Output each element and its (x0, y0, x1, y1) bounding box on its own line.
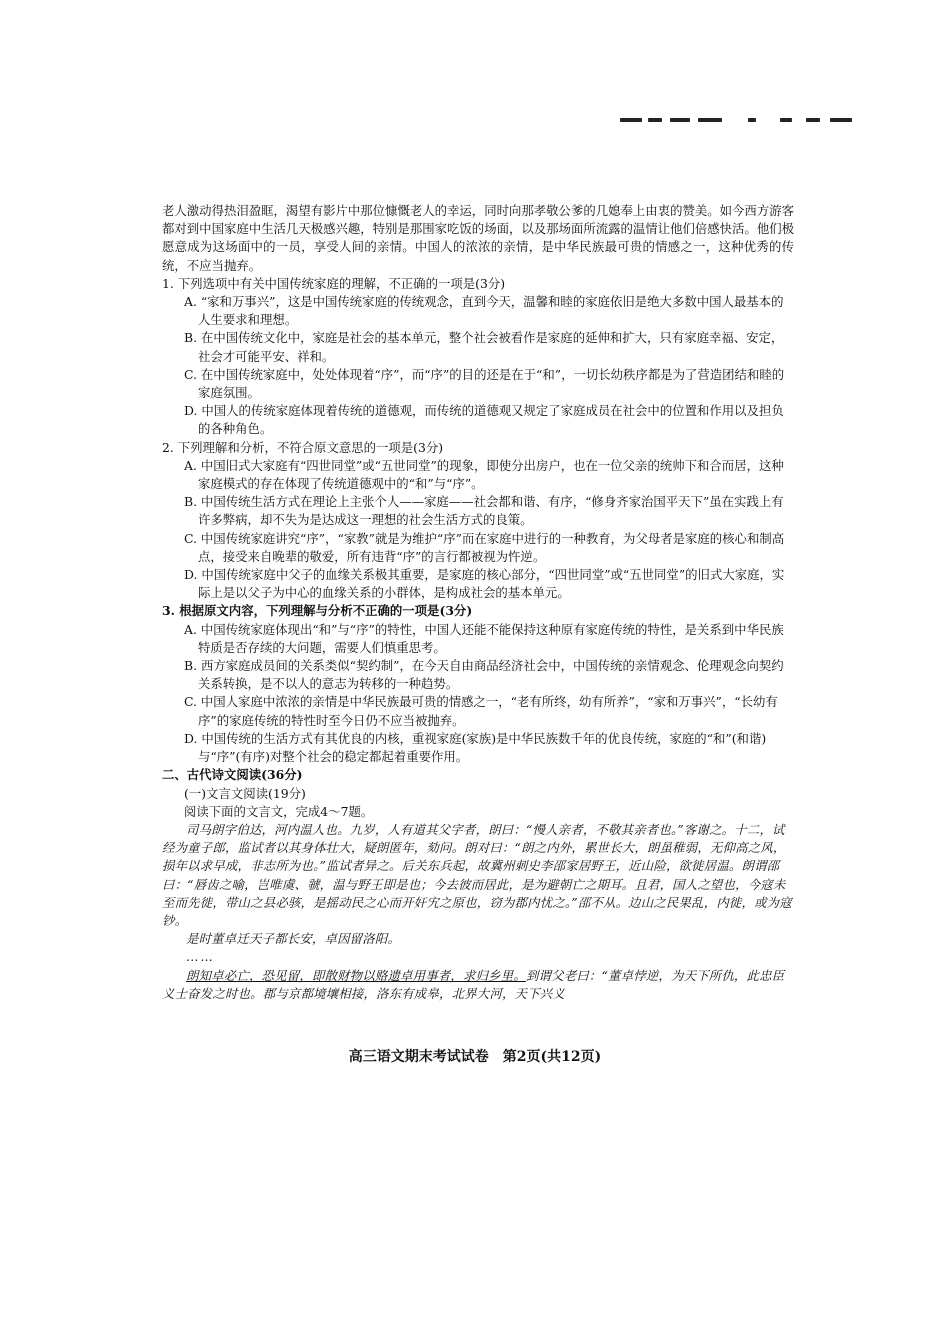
scan-marks (620, 118, 860, 124)
page-footer: 高三语文期末考试试卷 第2页(共12页) (348, 1049, 602, 1065)
question-1-option-b: B. 在中国传统文化中，家庭是社会的基本单元，整个社会被看作是家庭的延伸和扩大，只有家庭幸福、安定，社会才可能平安、祥和。 (184, 330, 784, 364)
question-1-stem: 1. 下列选项中有关中国传统家庭的理解，不正确的一项是(3分) (162, 275, 506, 291)
question-3-option-a: A. 中国传统家庭体现出“和”与“序”的特性，中国人还能不能保持这种原有家庭传统的特性，是关系到中华民族特质是否存续的大问题，需要人们慎重思考。 (184, 621, 784, 655)
classical-text-paragraph-1: 司马朗字伯达，河内温人也。九岁，人有道其父字者，朗曰：“慢人亲者，不敬其亲者也。”客谢之。十二，试经为童子郎，监试者以其身体壮大，疑朗匿年，劾问。朗对曰：“朗之内外，累世长大，朗虽稚弱，无仰高之风，损年以求早成，非志所为也。”监试者异之。后关东兵起，故冀州刺史李邵家居野王，近山险，欲徙居温。朗谓邵曰：“唇齿之喻，岂唯虞、虢，温与野王即是也；今去彼而居此，是为避朝亡之期耳。且君，国人之望也，今寇未至而先徙，带山之县必骇，是摇动民之心而开奸宄之原也，窃为郡内忧之。”邵不从。边山之民果乱，内徙，或为寇钞。 (162, 821, 792, 928)
question-1-option-d: D. 中国人的传统家庭体现着传统的道德观，而传统的道德观又规定了家庭成员在社会中的位置和作用以及担负的各种角色。 (184, 403, 784, 437)
underlined-sentence: 朗知卓必亡，恐见留，即散财物以赂遗卓用事者，求归乡里。 (186, 967, 526, 983)
question-2-option-b: B. 中国传统生活方式在理论上主张个人——家庭——社会都和谐、有序，“修身齐家治国平天下”虽在实践上有许多弊病，却不失为是达成这一理想的社会生活方式的良策。 (184, 494, 784, 528)
exam-page (162, 202, 794, 1003)
classical-text-paragraph-2: 是时董卓迁天子都长安，卓因留洛阳。 (186, 931, 401, 947)
question-3-option-c: C. 中国人家庭中浓浓的亲情是中华民族最可贵的情感之一，“老有所终，幼有所养”，“家和万事兴”，“长幼有序”的家庭传统的特性时至今日仍不应当被抛弃。 (184, 694, 778, 728)
question-2-stem: 2. 下列理解和分析，不符合原文意思的一项是(3分) (162, 439, 444, 455)
question-3-stem: 3. 根据原文内容，下列理解与分析不正确的一项是(3分) (162, 603, 473, 619)
question-2-option-d: D. 中国传统家庭中父子的血缘关系极其重要，是家庭的核心部分，“四世同堂”或“五世同堂”的旧式大家庭，实际上是以父子为中心的血缘关系的小群体，是构成社会的基本单元。 (184, 567, 785, 601)
ellipsis: …… (186, 949, 215, 965)
question-1-option-c: C. 在中国传统家庭中，处处体现着“序”，而“序”的目的还是在于“和”，一切长幼秩序都是为了营造团结和睦的家庭氛围。 (184, 366, 785, 401)
question-3-option-b: B. 西方家庭成员间的关系类似“契约制”，在今天自由商品经济社会中，中国传统的亲情观念、伦理观念向契约关系转换，是不以人的意志为转移的一种趋势。 (184, 658, 784, 692)
section-2-title: 二、古代诗文阅读(36分) (162, 767, 303, 783)
question-2-option-a: A. 中国旧式大家庭有“四世同堂”或“五世同堂”的现象，即使分出房户，也在一位父亲的统帅下和合而居，这种家庭模式的存在体现了传统道德观中的“和”与“序”。 (184, 457, 784, 492)
question-1-option-a: A. “家和万事兴”，这是中国传统家庭的传统观念，直到今天，温馨和睦的家庭依旧是绝大多数中国人最基本的人生要求和理想。 (184, 294, 784, 328)
question-2-option-c: C. 中国传统家庭讲究“序”，“家教”就是为维护“序”而在家庭中进行的一种教育，为父母者是家庭的核心和制高点，接受来自晚辈的敬爱，所有违背“序”的言行都被视为忤逆。 (184, 530, 785, 564)
intro-paragraph: 老人激动得热泪盈眶，渴望有影片中那位慷慨老人的幸运，同时向那孝敬公爹的几媳奉上由衷的赞美。如今西方游客都对到中国家庭中生活几天极感兴趣，特别是那围家吃饭的场面，以及那场面所流露的温情让他们倍感快活。他们极愿意成为这场面中的一员，享受人间的亲情。中国人的浓浓的亲情，是中华民族最可贵的情感之一，这种优秀的传统，不应当抛弃。 (162, 203, 794, 273)
section-2-instruction: 阅读下面的文言文，完成4～7题。 (184, 803, 374, 819)
section-2-subtitle: (一)文言文阅读(19分) (184, 785, 306, 801)
question-3-option-d: D. 中国传统的生活方式有其优良的内核，重视家庭(家族)是中华民族数千年的优良传统，家庭的“和”(和谐)与“序”(有序)对整个社会的稳定都起着重要作用。 (184, 730, 767, 765)
classical-text-paragraph-3 (162, 967, 794, 1003)
classical-text-paragraph-3-rest: 到谓父老曰：“董卓悖逆，为天下所仇，此忠臣义士奋发之时也。郡与京都境壤相接，洛东有成皋，北界大河，天下兴义 (162, 967, 785, 1001)
